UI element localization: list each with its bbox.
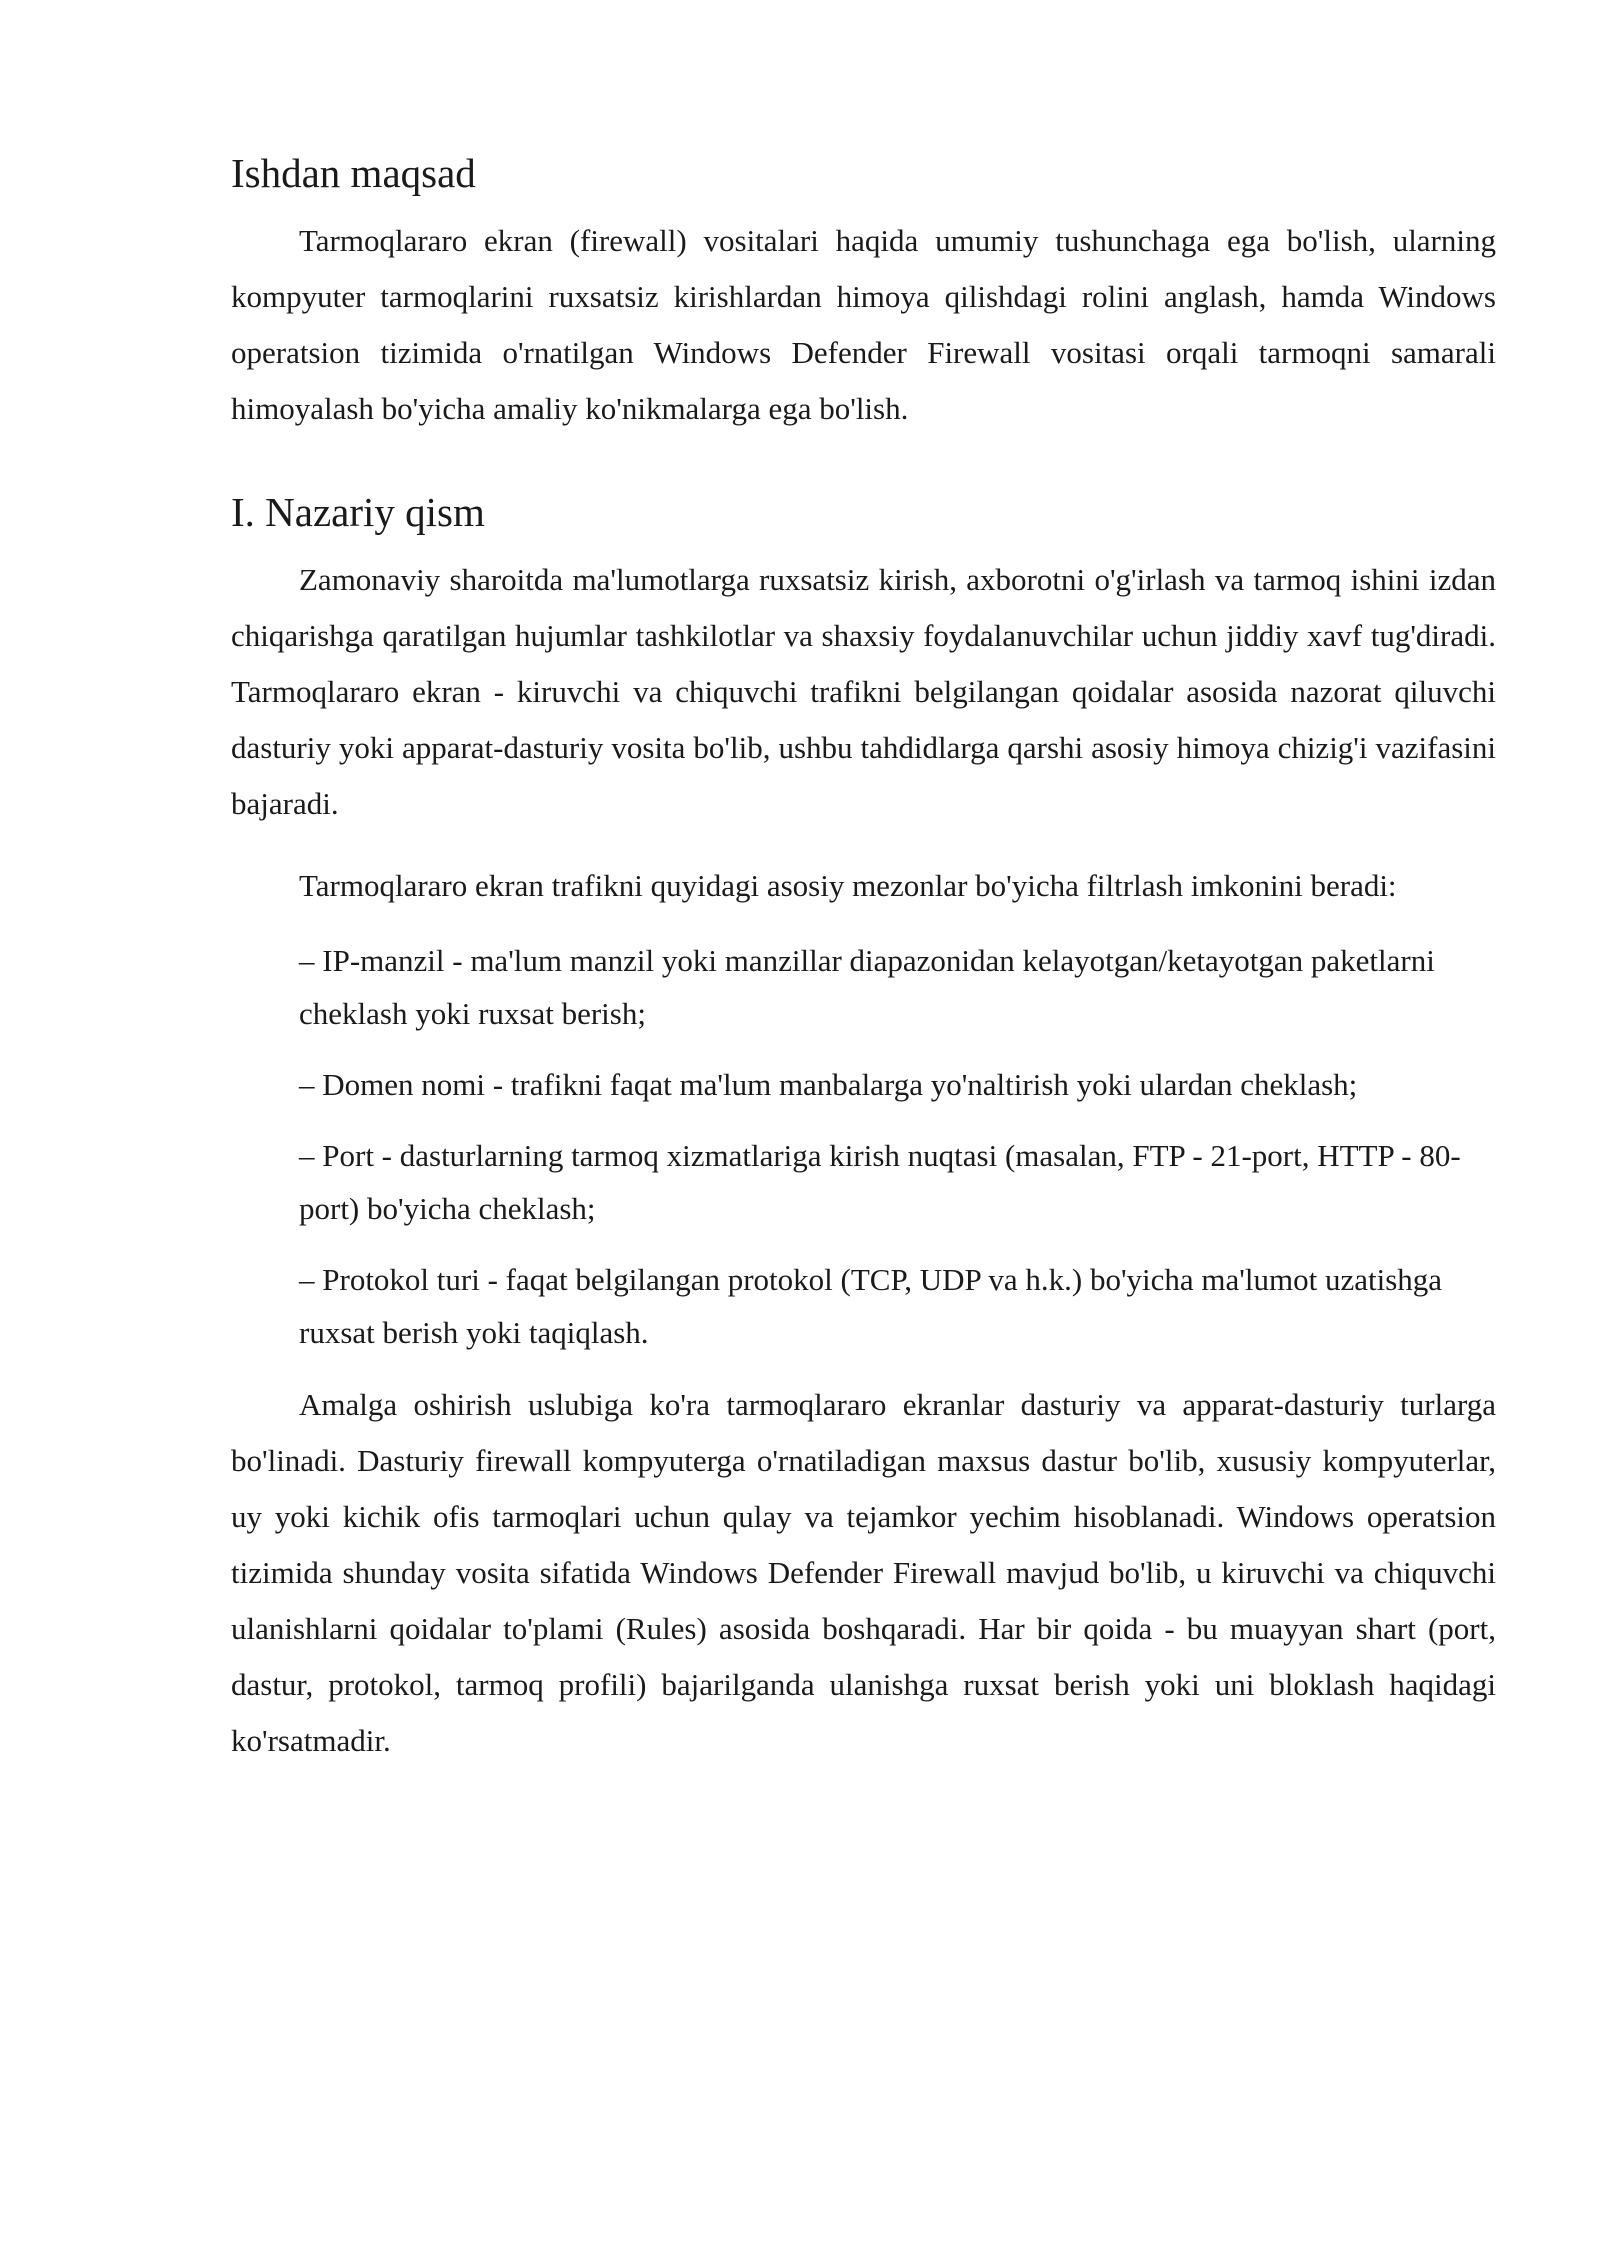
document-page bbox=[231, 150, 1496, 1769]
list-item: – IP-manzil - ma'lum manzil yoki manzillar diapazonidan kelayotgan/ketayotgan paketlarni cheklash yoki ruxsat berish; bbox=[299, 943, 1435, 1032]
criteria-intro: Tarmoqlararo ekran trafikni quyidagi asosiy mezonlar bo'yicha filtrlash imkonini beradi: bbox=[299, 868, 1397, 904]
theory-heading: I. Nazariy qism bbox=[231, 489, 485, 536]
list-item: – Port - dasturlarning tarmoq xizmatlariga kirish nuqtasi (masalan, FTP - 21-port, HTTP - 80-port) bo'yicha cheklash; bbox=[299, 1138, 1461, 1227]
theory-paragraph-1: Zamonaviy sharoitda ma'lumotlarga ruxsatsiz kirish, axborotni o'g'irlash va tarmoq ishini izdan chiqarishga qaratilgan hujumlar tashkilotlar va shaxsiy foydalanuvchilar uchun jiddiy xavf tug'diradi. Tarmoqlararo ekran - kiruvchi va chiquvchi trafikni belgilangan qoidalar asosida nazorat qiluvchi dasturiy yoki apparat-dasturiy vosita bo'lib, ushbu tahdidlarga qarshi asosiy himoya chizig'i vazifasini bajaradi. bbox=[231, 562, 1496, 822]
theory-paragraph-2: Amalga oshirish uslubiga ko'ra tarmoqlararo ekranlar dasturiy va apparat-dasturiy turlarga bo'linadi. Dasturiy firewall kompyuterga o'rnatiladigan maxsus dastur bo'lib, xususiy kompyuterlar, uy yoki kichik ofis tarmoqlari uchun qulay va tejamkor yechim hisoblanadi. Windows operatsion tizimida shunday vosita sifatida Windows Defender Firewall mavjud bo'lib, u kiruvchi va chiquvchi ulanishlarni qoidalar to'plami (Rules) asosida boshqaradi. Har bir qoida - bu muayyan shart (port, dastur, protokol, tarmoq profili) bajarilganda ulanishga ruxsat berish yoki uni bloklash haqidagi ko'rsatmadir. bbox=[231, 1387, 1496, 1759]
list-item: – Domen nomi - trafikni faqat ma'lum manbalarga yo'naltirish yoki ulardan cheklash; bbox=[299, 1067, 1358, 1103]
criteria-list bbox=[231, 934, 1496, 1359]
purpose-paragraph: Tarmoqlararo ekran (firewall) vositalari haqida umumiy tushunchaga ega bo'lish, ularning kompyuter tarmoqlarini ruxsatsiz kirishlardan himoya qilishdagi rolini anglash, hamda Windows operatsion tizimida o'rnatilgan Windows Defender Firewall vositasi orqali tarmoqni samarali himoyalash bo'yicha amaliy ko'nikmalarga ega bo'lish. bbox=[231, 223, 1496, 427]
list-item: – Protokol turi - faqat belgilangan protokol (TCP, UDP va h.k.) bo'yicha ma'lumot uzatishga ruxsat berish yoki taqiqlash. bbox=[299, 1262, 1443, 1351]
purpose-heading: Ishdan maqsad bbox=[231, 150, 476, 196]
